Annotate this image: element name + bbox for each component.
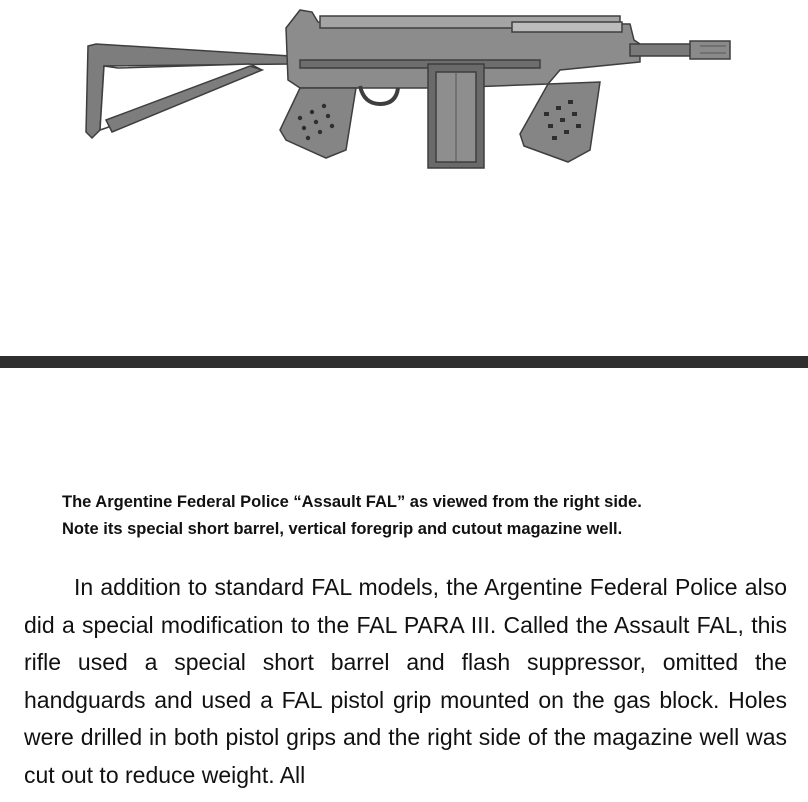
folding-stock [86,44,292,138]
rifle-photo-icon [0,0,808,200]
caption-line-1: The Argentine Federal Police “Assault FAL” as viewed from the right side. [62,493,642,511]
magazine [428,64,484,168]
vertical-foregrip [520,82,600,162]
caption-line-2: Note its special short barrel, vertical foregrip and cutout magazine well. [62,520,623,538]
barrel [630,41,730,59]
body-paragraph: In addition to standard FAL models, the Argentine Federal Police also did a special modification to the FAL PARA III. Called the Assault FAL, this rifle used a special short barrel and flash suppressor, omitted the handguards and used a FAL pistol grip mounted on the gas block. Holes were drilled in both pistol grips and the right side of the magazine well was cut out to reduce weight. All [24,574,787,788]
page-divider [0,356,808,368]
figure-caption [62,489,782,543]
pistol-grip [280,88,356,158]
